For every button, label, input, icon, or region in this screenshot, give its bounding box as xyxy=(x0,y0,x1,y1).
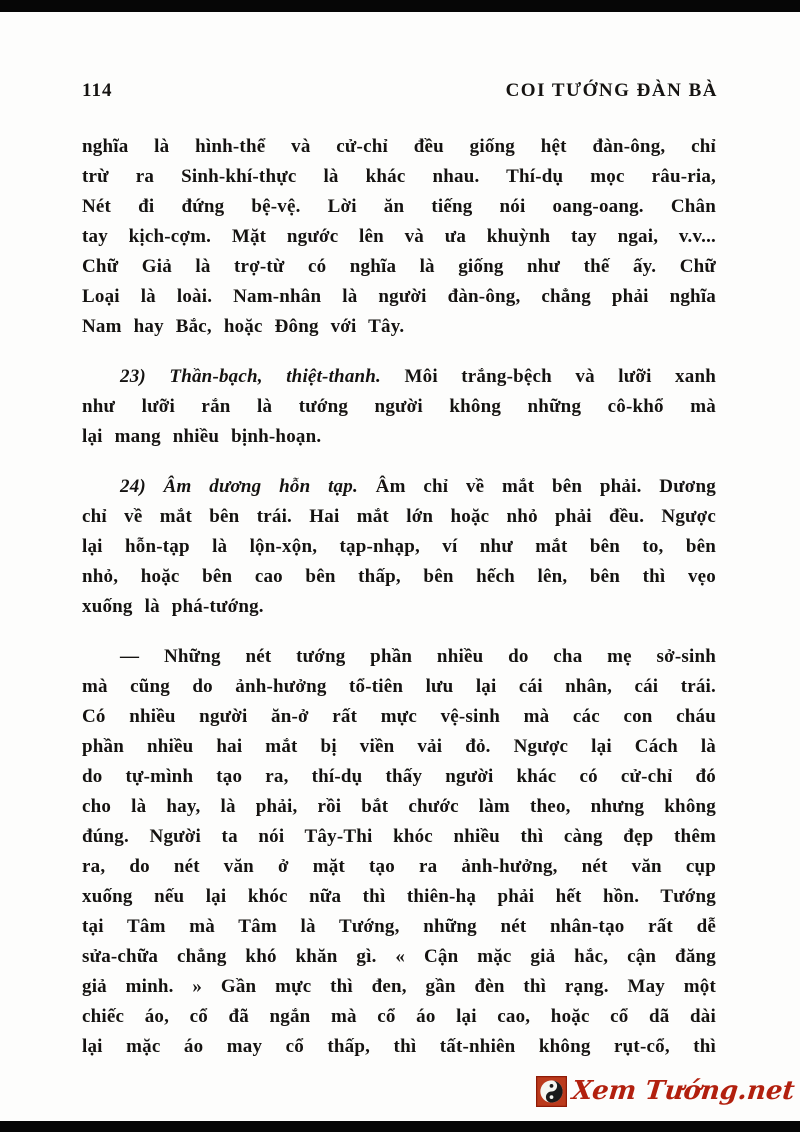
text-line: nghĩa là hình-thể và cử-chỉ đều giống hệt đàn-ông, chỉ xyxy=(82,136,716,157)
text-line: 24) Âm dương hỗn tạp. Âm chỉ về mắt bên phải. Dương xyxy=(120,476,716,497)
text-line: sửa-chữa chẳng khó khăn gì. « Cận mặc giả hắc, cận đăng xyxy=(82,946,716,967)
text-line: tay kịch-cợm. Mặt ngước lên và ưa khuỳnh tay ngai, v.v... xyxy=(82,226,716,247)
paragraph xyxy=(82,472,716,622)
text-line: Chữ Giả là trợ-từ có nghĩa là giống như thế ấy. Chữ xyxy=(82,256,716,277)
paragraph xyxy=(82,362,716,452)
paragraph xyxy=(82,132,716,342)
text-line: giả minh. » Gần mực thì đen, gần đèn thì rạng. May một xyxy=(82,976,716,997)
paragraph xyxy=(82,642,716,1062)
text-line: chỉ về mắt bên trái. Hai mắt lớn hoặc nhỏ phải đều. Ngược xyxy=(82,506,716,527)
scan-edge-top xyxy=(0,0,800,12)
text-line: Loại là loài. Nam-nhân là người đàn-ông, chẳng phải nghĩa xyxy=(82,286,716,307)
text-body xyxy=(82,132,716,1062)
text-line: Nét đi đứng bệ-vệ. Lời ăn tiếng nói oang-oang. Chân xyxy=(82,196,716,217)
text-line: mà cũng do ảnh-hưởng tổ-tiên lưu lại cái nhân, cái trái. xyxy=(82,676,716,697)
page-number: 114 xyxy=(82,80,113,101)
text-line: đúng. Người ta nói Tây-Thi khóc nhiều thì càng đẹp thêm xyxy=(82,826,716,847)
running-header-title: COI TƯỚNG ĐÀN BÀ xyxy=(505,80,718,101)
watermark xyxy=(536,1076,794,1107)
text-line: phần nhiều hai mắt bị viền vải đỏ. Ngược lại Cách là xyxy=(82,736,716,757)
text-line: do tự-mình tạo ra, thí-dụ thấy người khác có cử-chỉ đó xyxy=(82,766,716,787)
text-line: lại mang nhiều bịnh-hoạn. xyxy=(82,426,322,447)
text-line: ra, do nét văn ở mặt tạo ra ảnh-hưởng, nét văn cụp xyxy=(82,856,716,877)
text-line: lại hỗn-tạp là lộn-xộn, tạp-nhạp, ví như mắt bên to, bên xyxy=(82,536,716,557)
text-line: lại mặc áo may cổ thấp, thì tất-nhiên không rụt-cổ, thì xyxy=(82,1036,716,1057)
text-line: — Những nét tướng phần nhiều do cha mẹ sở-sinh xyxy=(120,646,716,667)
text-line: cho là hay, là phải, rồi bắt chước làm theo, nhưng không xyxy=(82,796,716,817)
text-line: chiếc áo, cổ đã ngắn mà cổ áo lại cao, hoặc cổ dã dài xyxy=(82,1006,716,1027)
text-line: như lưỡi rắn là tướng người không những cô-khổ mà xyxy=(82,396,716,417)
watermark-text: Xem Tướng.net xyxy=(570,1076,796,1106)
text-line: Nam hay Bắc, hoặc Đông với Tây. xyxy=(82,316,405,337)
text-line: xuống là phá-tướng. xyxy=(82,596,264,617)
text-line: Có nhiều người ăn-ở rất mực vệ-sinh mà các con cháu xyxy=(82,706,716,727)
text-line: tại Tâm mà Tâm là Tướng, những nét nhân-tạo rất dễ xyxy=(82,916,716,937)
yinyang-icon xyxy=(536,1076,567,1107)
text-line: 23) Thần-bạch, thiệt-thanh. Môi trắng-bệch và lưỡi xanh xyxy=(120,366,716,387)
text-line: nhỏ, hoặc bên cao bên thấp, bên hếch lên, bên thì vẹo xyxy=(82,566,716,587)
page-header xyxy=(82,80,718,102)
scan-edge-bottom xyxy=(0,1121,800,1132)
text-line: trừ ra Sinh-khí-thực là khác nhau. Thí-dụ mọc râu-ria, xyxy=(82,166,716,187)
text-line: xuống nếu lại khóc nữa thì thiên-hạ phải hết hồn. Tướng xyxy=(82,886,716,907)
